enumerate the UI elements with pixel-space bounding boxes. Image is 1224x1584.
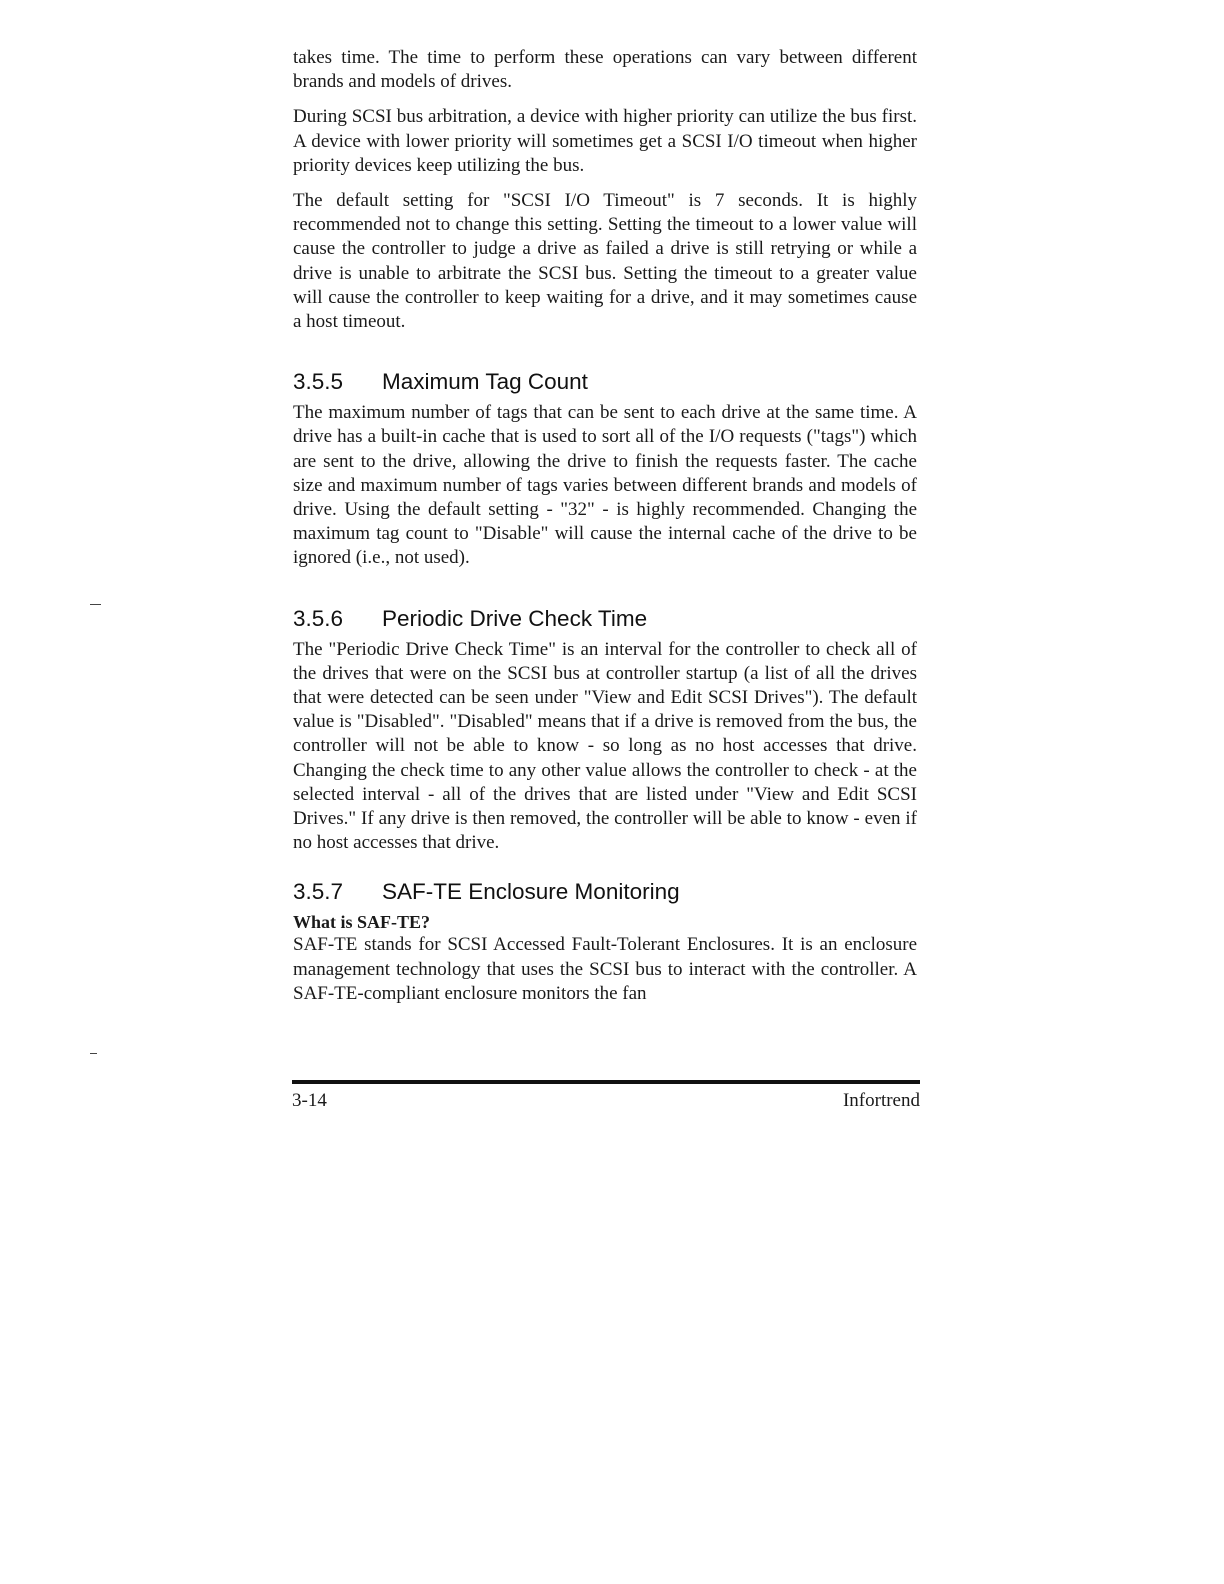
section-title: Periodic Drive Check Time — [382, 605, 648, 631]
section-number: 3.5.7 — [293, 879, 344, 905]
section-body: SAF-TE stands for SCSI Accessed Fault-Tolerant Enclosures. It is an enclosure management technology that uses the SCSI bus to interact with the controller. A SAF-TE-compliant enclosure monitors the fan — [293, 934, 917, 1004]
page-footer — [292, 1089, 920, 1113]
intro-paragraph: The default setting for "SCSI I/O Timeout" is 7 seconds. It is highly recommended not to change this setting. Setting the timeout to a lower value will cause the controller to judge a drive as failed a drive is still retrying or while a drive is unable to arbitrate the SCSI bus. Setting the timeout to a greater value will cause the controller to keep waiting for a drive, and it may sometimes cause a host timeout. — [293, 190, 917, 333]
section-heading — [293, 367, 917, 397]
section-heading — [293, 604, 917, 634]
section-saf-te-enclosure-monitoring — [293, 877, 917, 1006]
intro-paragraph: During SCSI bus arbitration, a device with higher priority can utilize the bus first. A device with lower priority will sometimes get a SCSI I/O timeout when higher priority devices keep utilizing the bus. — [293, 106, 917, 176]
section-title: Maximum Tag Count — [382, 369, 588, 395]
section-number: 3.5.6 — [293, 605, 344, 631]
subheading-what-is-saf-te: What is SAF-TE? — [293, 912, 431, 933]
section-title: SAF-TE Enclosure Monitoring — [382, 879, 680, 905]
footer-rule — [292, 1080, 920, 1084]
page-number: 3-14 — [292, 1090, 327, 1111]
section-number: 3.5.5 — [293, 369, 344, 395]
footer-brand: Infortrend — [842, 1090, 920, 1111]
intro-paragraph: takes time. The time to perform these operations can vary between different brands and models of drives. — [293, 47, 917, 93]
margin-mark — [90, 1053, 97, 1054]
text-column — [293, 46, 917, 1006]
margin-mark — [90, 604, 101, 605]
section-periodic-drive-check-time — [293, 604, 917, 856]
section-maximum-tag-count — [293, 367, 917, 570]
section-body: The "Periodic Drive Check Time" is an interval for the controller to check all of the drives that were on the SCSI bus at controller startup (a list of all the drives that were detected can be seen under "View and Edit SCSI Drives"). The default value is "Disabled". "Disabled" means that if a drive is removed from the bus, the controller will not be able to know - so long as no host accesses that drive. Changing the check time to any other value allows the controller to check - at the selected interval - all of the drives that are listed under "View and Edit SCSI Drives." If any drive is then removed, the controller will be able to know - even if no host accesses that drive. — [293, 638, 917, 854]
section-body: The maximum number of tags that can be sent to each drive at the same time. A drive has a built-in cache that is used to sort all of the I/O requests ("tags") which are sent to the drive, allowing the drive to finish the requests faster. The cache size and maximum number of tags varies between different brands and models of drive. Using the default setting - "32" - is highly recommended. Changing the maximum tag count to "Disable" will cause the internal cache of the drive to be ignored (i.e., not used). — [293, 402, 917, 569]
section-heading — [293, 877, 917, 907]
